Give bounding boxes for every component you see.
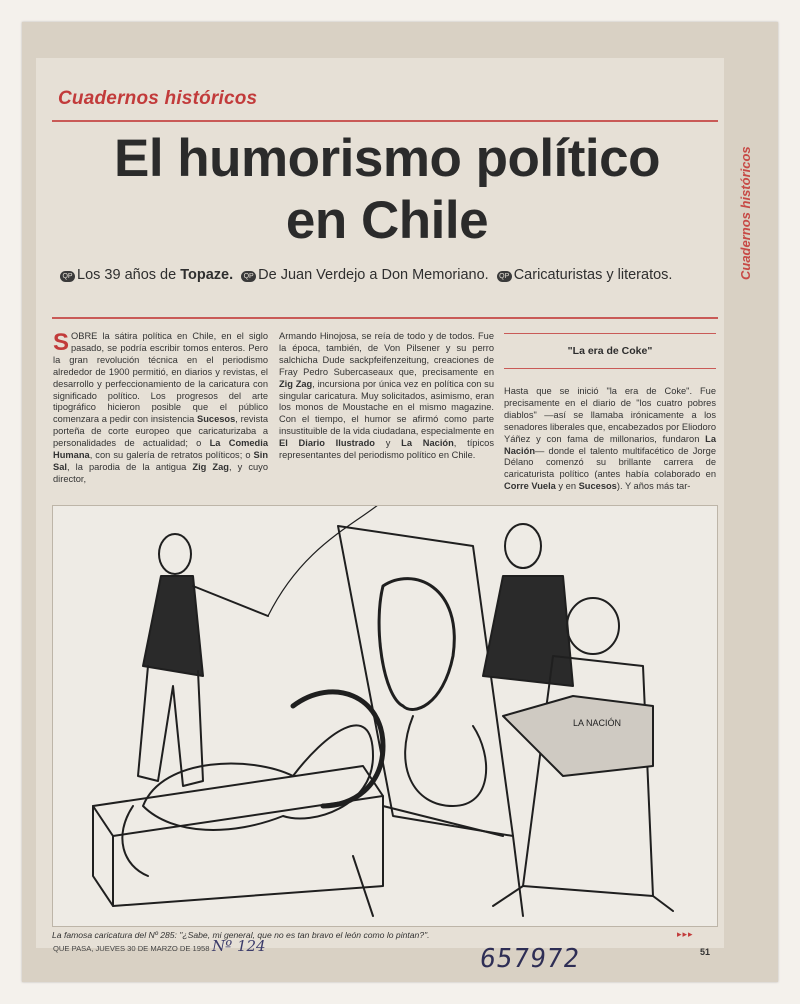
whip <box>268 506 383 616</box>
column-3-bold: La Nación <box>504 433 716 456</box>
cartoon-illustration <box>52 505 718 927</box>
general-arm <box>193 586 268 616</box>
qp-bullet-icon: QP <box>497 271 512 282</box>
column-1-text: , revista porteña de corte europeo que caricaturizaba a personalidades de actualidad; o <box>53 414 268 449</box>
subhead-item-1-bold: Topaze. <box>180 267 234 283</box>
painted-lion-body <box>405 716 486 806</box>
qp-bullet-icon: QP <box>241 271 256 282</box>
publication-footer: QUE PASA, JUEVES 30 DE MARZO DE 1958 <box>53 944 210 953</box>
subhead <box>56 267 718 284</box>
painted-lion-head <box>379 579 454 710</box>
column-1-text: OBRE la sátira política en Chile, en el siglo pasado, se podría escribir tomos enteros. Pero la gran revolución técnica en el periodismo alrededor de 1900 permitió, en diarios y revistas, el desarrollo y perfeccionamiento de la caricatura con significado político. Los progresos del arte tipográfico hicieron posible que el público comenzara a pedir con insistencia <box>53 331 268 425</box>
headline-line-2: en Chile <box>285 191 489 250</box>
column-2-text: , incursiona por única vez en política con su singular caricatura. Muy solicitados, asimismo, eran los monos de Moustache en el mismo magazine. Con el tiempo, el humor se afirmó como parte insustituible de la vida ciudadana, especialmente en <box>279 378 494 437</box>
column-1-bold: Sin Sal <box>53 450 268 472</box>
palette-label: LA NACIÓN <box>573 718 622 728</box>
lion-tail <box>122 806 148 876</box>
subhead-item-2: De Juan Verdejo a Don Memoriano. <box>258 267 489 283</box>
cartoon-drawing <box>53 506 717 926</box>
top-rule <box>52 120 718 122</box>
painter-2-coat <box>523 656 653 896</box>
side-section-label: Cuadernos históricos <box>738 146 753 280</box>
column-3-text: y en <box>555 481 579 492</box>
handwritten-catalog-number: 657972 <box>477 944 583 974</box>
column-1-bold: La Comedia Humana <box>53 438 268 461</box>
painter-1-head <box>505 524 541 568</box>
sidebar-box-title: "La era de Coke" <box>567 345 653 357</box>
general-head <box>159 534 191 574</box>
painter-2-head <box>567 598 619 654</box>
column-2-bold: El Diario Ilustrado <box>279 438 375 449</box>
subhead-item-1-pre: Los 39 años de <box>77 267 181 283</box>
dropcap: S <box>53 329 70 356</box>
cartoon-caption: La famosa caricatura del Nº 285: "¿Sabe, mi general, que no es tan bravo el león como lo pintan?". <box>52 930 430 940</box>
lion-mane <box>293 692 383 806</box>
column-2-text: , típicos representantes del periodismo político en Chile. <box>279 438 494 461</box>
column-2-text: y <box>374 438 402 449</box>
headline <box>52 128 722 252</box>
column-1-text: , con su galería de retratos políticos; o <box>89 450 254 461</box>
column-2-bold: La Nación <box>401 438 454 449</box>
qp-bullet-icon: QP <box>60 271 75 282</box>
pedestal-shape <box>93 766 383 906</box>
page-number: 51 <box>700 947 711 957</box>
continue-arrows: ▸▸▸ <box>677 929 694 939</box>
handwritten-number-label: Nº 124 <box>212 937 266 955</box>
column-3-bold: Corre Vuela <box>504 481 556 492</box>
column-1-text: , la parodia de la antigua <box>66 461 193 472</box>
column-2-bold: Zig Zag <box>279 378 313 389</box>
headline-line-1: El humorismo político <box>113 129 661 188</box>
subhead-item-3: Caricaturistas y literatos. <box>513 267 673 283</box>
column-3-text: — donde el talento multifacético de Jorge Délano comenzó su brillante carrera de caricaturista político (antes había colaborado en <box>504 445 716 480</box>
column-3-text: Hasta que se inició "la era de Coke". Fue precisamente en el diario de "los cuatro pobres diablos" —así se llamaba irónicamente a los senadores liberales que, encabezados por Eliodoro Yáñez y con fama de millonarios, fundaron <box>504 386 716 444</box>
column-1 <box>53 331 268 486</box>
column-3 <box>504 386 716 493</box>
column-3-text: ). Y años más tar- <box>616 481 691 492</box>
column-2-text: Armando Hinojosa, se reía de todo y de todos. Fue la época, también, de Von Pilsener y su perro salchicha Dude sackpfeifenzeitung, creaciones de Fray Pedro Subercaseaux que, precisamente en <box>279 331 494 377</box>
column-1-bold: Sucesos <box>197 414 236 425</box>
painter-1-body <box>483 576 573 686</box>
sidebar-box-header <box>504 333 716 369</box>
column-1-text: , y cuyo director, <box>53 461 268 484</box>
column-2 <box>279 331 494 462</box>
subhead-rule <box>52 317 718 319</box>
column-1-bold: Zig Zag <box>192 461 229 472</box>
section-label: Cuadernos históricos <box>58 88 258 109</box>
column-3-bold: Sucesos <box>578 481 617 492</box>
palette <box>503 696 653 776</box>
general-jacket <box>143 576 203 676</box>
